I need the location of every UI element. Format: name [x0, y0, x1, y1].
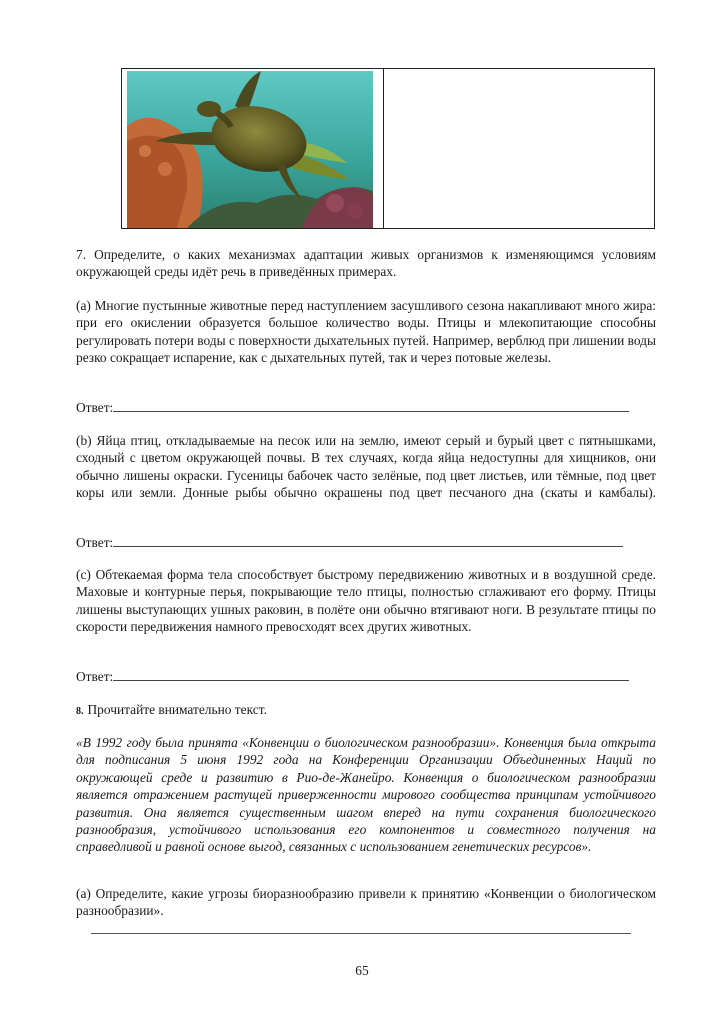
- answer-line[interactable]: [113, 400, 629, 412]
- q8-instruction: Прочитайте внимательно текст.: [87, 702, 267, 717]
- answer-line[interactable]: [113, 535, 623, 547]
- q7-c-answer: [76, 668, 629, 685]
- answer-label: Ответ:: [76, 669, 114, 684]
- table-divider: [383, 69, 384, 228]
- q7-item-a: (a) Многие пустынные животные перед наступлением засушливого сезона накапливают много жира: при его окислении образуется большое количество воды. Птицы и млекопитающие способны регулировать потери воды с поверхности дыхательных путей. Например, верблюд при лишении воды резко сокращает испарение, как с дыхательных путей, так и через потовые железы.: [76, 298, 656, 366]
- q8-number: 8.: [76, 706, 84, 717]
- figure-table: [121, 68, 655, 229]
- q8-heading: [76, 702, 267, 718]
- answer-label: Ответ:: [76, 535, 114, 550]
- page-number: 65: [355, 963, 369, 978]
- q7-b-answer: [76, 534, 623, 551]
- q8-quote: «В 1992 году была принята «Конвенции о биологическом разнообразии». Конвенция была открыта для подписания 5 июня 1992 года на Конференции Организации Объединенных Наций по окружающей среде и развитию в Рио-де-Жанейро. Конвенция о биологическом разнообразии является отражением растущей приверженности мирового сообщества принципам устойчивого развития. Она является существенным шагом вперед на пути сохранения биологического разнообразия, устойчивого использования его компонентов и совместного получения на справедливой и равной основе выгод, связанных с использованием генетических ресурсов».: [76, 735, 656, 855]
- q7-item-b: (b) Яйца птиц, откладываемые на песок или на землю, имеют серый и бурый цвет с пятнышками, сходный с цветом окружающей почвы. В тех случаях, когда яйца недоступны для хищников, они обычно лишены окраски. Гусеницы бабочек часто зелёные, под цвет листьев, или тёмные, под цвет коры или земли. Донные рыбы обычно окрашены под цвет песчаного дна (скаты и камбалы).: [76, 433, 656, 501]
- answer-line[interactable]: [91, 933, 631, 934]
- answer-label: Ответ:: [76, 400, 114, 415]
- q7-a-answer: [76, 399, 629, 416]
- q8-item-a: (а) Определите, какие угрозы биоразнообразию привели к принятию «Конвенции о биологическом разнообразии».: [76, 886, 656, 919]
- q7-item-c: (c) Обтекаемая форма тела способствует быстрому передвижению животных и в воздушной среде. Маховые и контурные перья, покрывающие тело птицы, полностью сглаживают его форму. Птицы лишены выступающих ушных раковин, в полёте они обычно втягивают ноги. В результате птицы по скорости передвижения намного превосходят всех других животных.: [76, 567, 656, 635]
- sea-turtle-image: [127, 71, 373, 228]
- q7-intro: 7. Определите, о каких механизмах адаптации живых организмов к изменяющимся условиям окружающей среды идёт речь в приведённых примерах.: [76, 247, 656, 280]
- sea-turtle-photo: [127, 71, 373, 228]
- answer-line[interactable]: [113, 669, 629, 681]
